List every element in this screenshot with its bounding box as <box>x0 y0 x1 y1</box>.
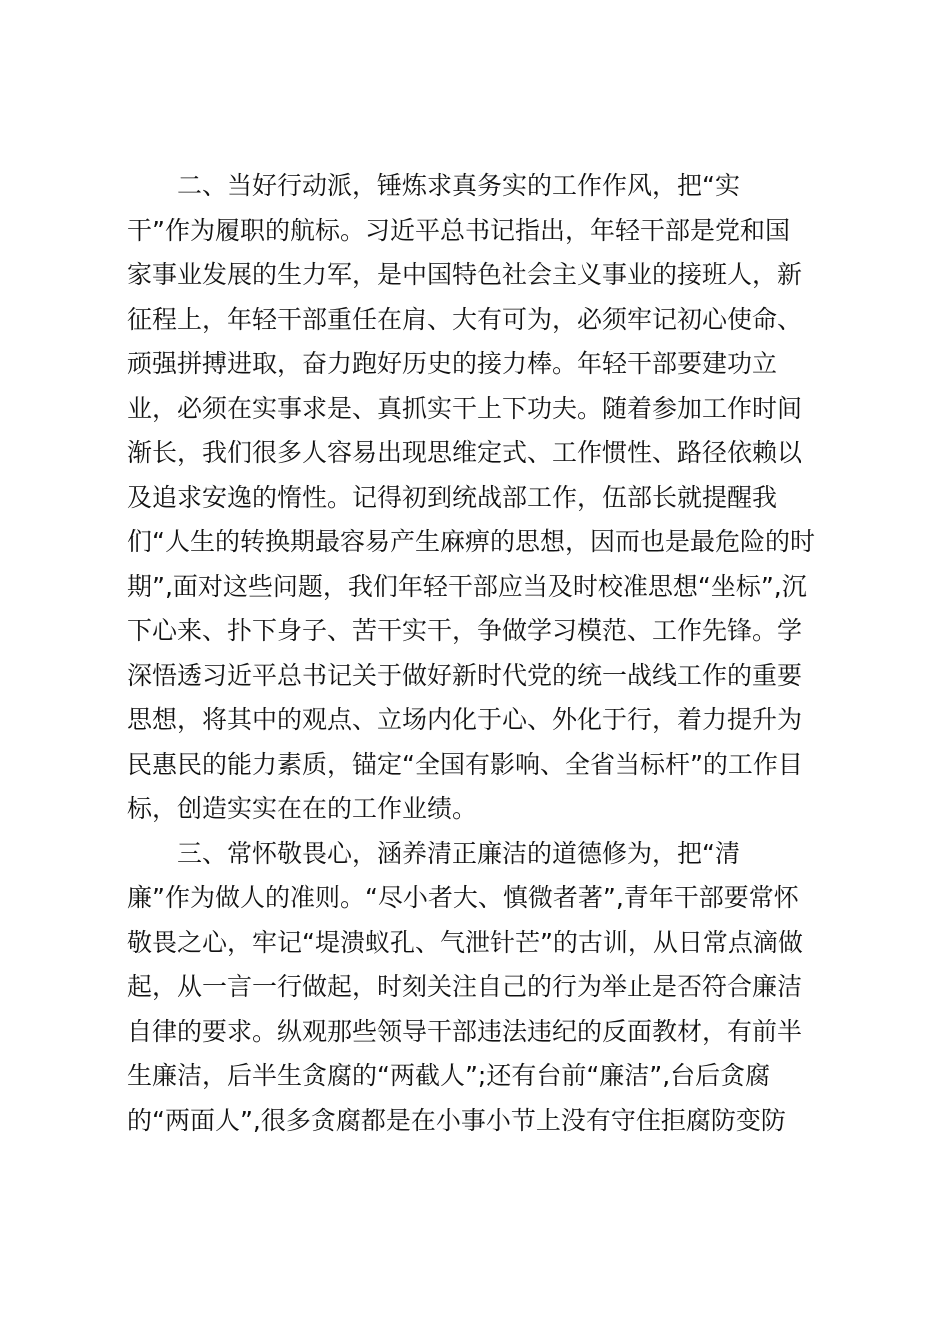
paragraph-2-line-2: 干”作为履职的航标。习近平总书记指出，年轻干部是党和国 <box>127 215 790 245</box>
paragraph-2-line-14: 民惠民的能力素质，锚定“全国有影响、全省当标杆”的工作目 <box>127 749 803 779</box>
paragraph-2-line-15: 标，创造实实在在的工作业绩。 <box>127 794 478 823</box>
paragraph-2-line-3: 家事业发展的生力军，是中国特色社会主义事业的接班人，新 <box>127 260 803 289</box>
paragraph-2-line-5: 顽强拼搏进取，奋力跑好历史的接力棒。年轻干部要建功立 <box>127 349 778 378</box>
paragraph-2-line-10: 期”,面对这些问题，我们年轻干部应当及时校准思想“坐标”,沉 <box>127 571 807 601</box>
paragraph-2-line-4: 征程上，年轻干部重任在肩、大有可为，必须牢记初心使命、 <box>127 304 803 334</box>
paragraph-2-line-6: 业，必须在实事求是、真抓实干上下功夫。随着参加工作时间 <box>127 393 803 423</box>
paragraph-3-line-4: 起，从一言一行做起，时刻关注自己的行为举止是否符合廉洁 <box>127 972 803 1001</box>
paragraph-3-line-3: 敬畏之心，牢记“堤溃蚁孔、气泄针芒”的古训，从日常点滴做 <box>127 927 803 957</box>
paragraph-3-line-6: 生廉洁，后半生贪腐的“两截人”;还有台前“廉洁”,台后贪腐 <box>127 1061 771 1090</box>
paragraph-3-line-2: 廉”作为做人的准则。“尽小者大、慎微者著”,青年干部要常怀 <box>127 883 799 912</box>
paragraph-2-line-1: 二、当好行动派，锤炼求真务实的工作作风，把“实 <box>177 171 740 200</box>
body-text <box>127 164 837 1143</box>
paragraph-2-line-13: 思想，将其中的观点、立场内化于心、外化于行，着力提升为 <box>127 705 803 734</box>
paragraph-2-line-9: 们“人生的转换期最容易产生麻痹的思想，因而也是最危险的时 <box>127 527 815 556</box>
paragraph-3-line-5: 自律的要求。纵观那些领导干部违法违纪的反面教材，有前半 <box>127 1016 803 1046</box>
paragraph-3-line-7: 的“两面人”,很多贪腐都是在小事小节上没有守住拒腐防变防 <box>127 1105 786 1135</box>
paragraph-3-line-1: 三、常怀敬畏心，涵养清正廉洁的道德修为，把“清 <box>177 838 740 868</box>
paragraph-2-line-11: 下心来、扑下身子、苦干实干，争做学习模范、工作先锋。学 <box>127 616 803 645</box>
paragraph-2-line-7: 渐长，我们很多人容易出现思维定式、工作惯性、路径依赖以 <box>127 438 803 467</box>
paragraph-2-line-12: 深悟透习近平总书记关于做好新时代党的统一战线工作的重要 <box>127 660 803 690</box>
paragraph-2-line-8: 及追求安逸的惰性。记得初到统战部工作，伍部长就提醒我 <box>127 482 778 512</box>
